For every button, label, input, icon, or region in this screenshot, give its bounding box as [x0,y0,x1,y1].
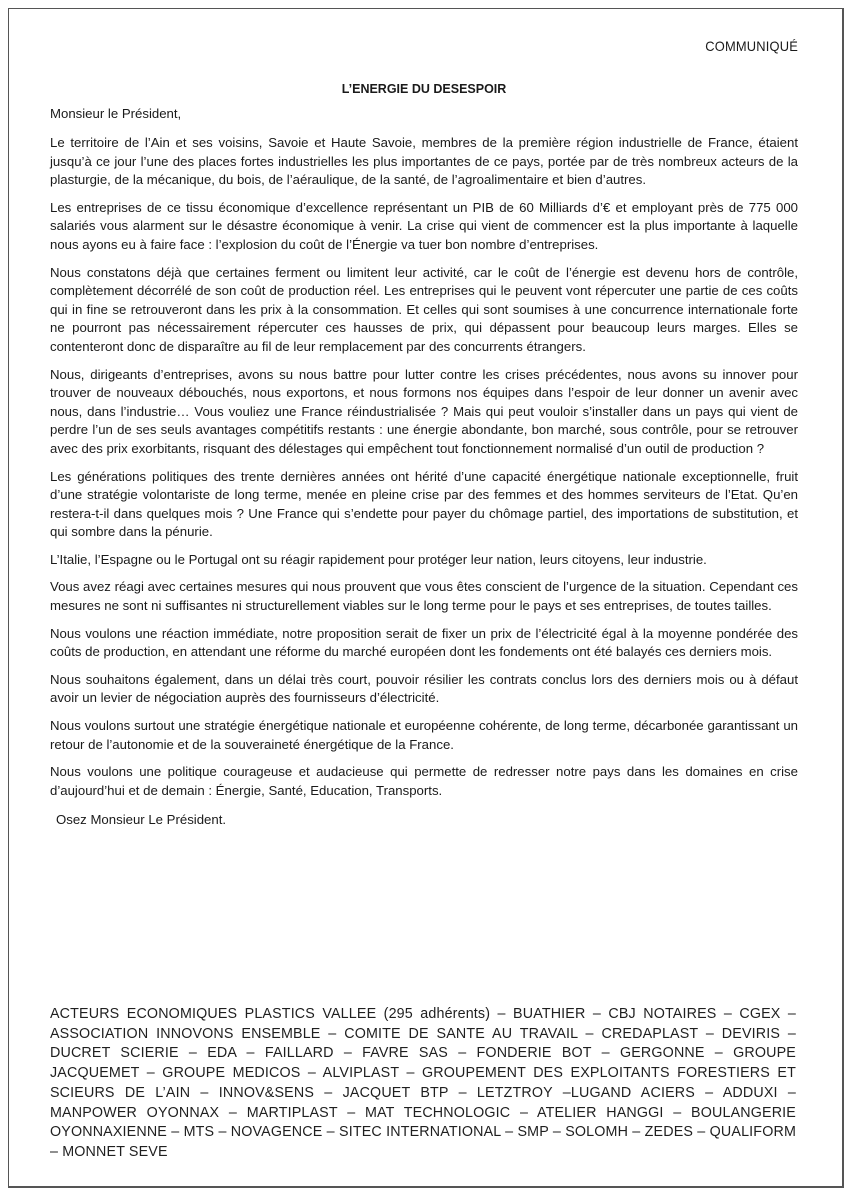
document-title: L’ENERGIE DU DESESPOIR [341,82,507,96]
communique-label: COMMUNIQUÉ [705,38,798,54]
paragraph-7: Vous avez réagi avec certaines mesures qui nous prouvent que vous êtes conscient de l’urgence de la situation. Cependant ces mesures ne sont ni suffisantes ni structurellement viables sur le long terme pour le pays et ses entreprises, de toutes tailles. [50,579,798,614]
paragraph-8: Nous voulons une réaction immédiate, notre proposition serait de fixer un prix de l’électricité égal à la moyenne pondérée des coûts de production, en attendant une réforme du marché européen dont les fondements ont été balayés ces derniers mois. [50,625,798,660]
paragraph-4: Nous, dirigeants d’entreprises, avons su nous battre pour lutter contre les crises précédentes, nous avons su innover pour trouver de nouveaux débouchés, nous exportons, et nous formons nos équipes dans l’espoir de leur donner un avenir avec nous, dans l’industrie… Vous vouliez une France réindustrialisée ? Mais qui peut vouloir s’installer dans un pays qui vient de perdre l’un de ses seuls avantages compétitifs restants : une énergie abondante, bon marché, sous contrôle, pour se retrouver avec des prix exorbitants, risquant des délestages qui empêchent tout fonctionnement normalisé d’un outil de production ? [50,366,798,456]
paragraph-6: L’Italie, l’Espagne ou le Portugal ont su réagir rapidement pour protéger leur nation, leurs citoyens, leur industrie. [50,551,707,567]
paragraph-9: Nous souhaitons également, dans un délai très court, pouvoir résilier les contrats conclus lors des derniers mois ou à défaut avoir un levier de négociation auprès des fournisseurs d’électricité. [50,671,798,706]
salutation: Monsieur le Président, [50,106,182,121]
paragraph-10: Nous voulons surtout une stratégie énergétique nationale et européenne cohérente, de long terme, décarbonée garantissant un retour de l’autonomie et de la souveraineté énergétique de la France. [50,718,798,752]
signatories-list: ACTEURS ECONOMIQUES PLASTICS VALLEE (295 adhérents) – BUATHIER – CBJ NOTAIRES – CGEX – ASSOCIATION INNOVONS ENSEMBLE – COMITE DE SANTE AU TRAVAIL – CREDAPLAST – DEVIRIS – DUCRET SCIERIE – EDA – FAILLARD – FAVRE SAS – FONDERIE BOT – GERGONNE – GROUPE JACQUEMET – GROUPE MEDICOS – ALVIPLAST – GROUPEMENT DES EXPLOITANTS FORESTIERS ET SCIEURS DE L’AIN – INNOV&SENS – JACQUET BTP – LETZTROY –LUGAND ACIERS – ADDUXI – MANPOWER OYONNAX – MARTIPLAST – MAT TECHNOLOGIC – ATELIER HANGGI – BOULANGERIE OYONNAXIENNE – MTS – NOVAGENCE – SITEC INTERNATIONAL – SMP – SOLOMH – ZEDES – QUALIFORM – MONNET SEVE [50,1006,796,1160]
paragraph-11: Nous voulons une politique courageuse et audacieuse qui permette de redresser notre pays dans les domaines en crise d’aujourd’hui et de demain : Énergie, Santé, Education, Transports. [50,764,798,798]
closing-line: Osez Monsieur Le Président. [56,812,227,828]
paragraph-5: Les générations politiques des trente dernières années ont hérité d’une capacité énergétique nationale exceptionnelle, fruit d’une stratégie volontariste de long terme, menée en pleine crise par des femmes et des hommes serviteurs de l’Etat. Qu’en restera-t-il dans quelques mois ? Une France qui s’endette pour payer du chômage partiel, des importations de substitution, et qui sombre dans la pénurie. [50,468,798,540]
paragraph-3: Nous constatons déjà que certaines ferment ou limitent leur activité, car le coût de l’énergie est devenu hors de contrôle, complètement décorrélé de son coût de production réel. Les entreprises qui le peuvent vont répercuter une partie de ces coûts qui in fine se retrouveront dans les prix à la consommation. Et celles qui sont soumises à une concurrence internationale forte ne pourront pas nécessairement répercuter ces hausses de prix, qui dépassent pour beaucoup leurs marges. Elles se contenteront donc de disparaître au fil de leur remplacement par des concurrents étrangers. [50,264,798,354]
paragraph-2: Les entreprises de ce tissu économique d’excellence représentant un PIB de 60 Milliards d’€ et employant près de 775 000 salariés vous alarment sur le désastre économique à venir. La crise qui vient de commencer est la plus importante à laquelle nous ayons eu à faire face : l’explosion du coût de l’Énergie va tuer bon nombre d’entreprises. [50,199,798,252]
paragraph-1: Le territoire de l’Ain et ses voisins, Savoie et Haute Savoie, membres de la première région industrielle de France, étaient jusqu’à ce jour l’une des places fortes industrielles les plus importantes de ce pays, portée par de très nombreux acteurs de la plasturgie, de la mécanique, du bois, de l’aéraulique, de la santé, de l’agroalimentaire et bien d’autres. [50,135,798,188]
document-body [50,38,798,829]
